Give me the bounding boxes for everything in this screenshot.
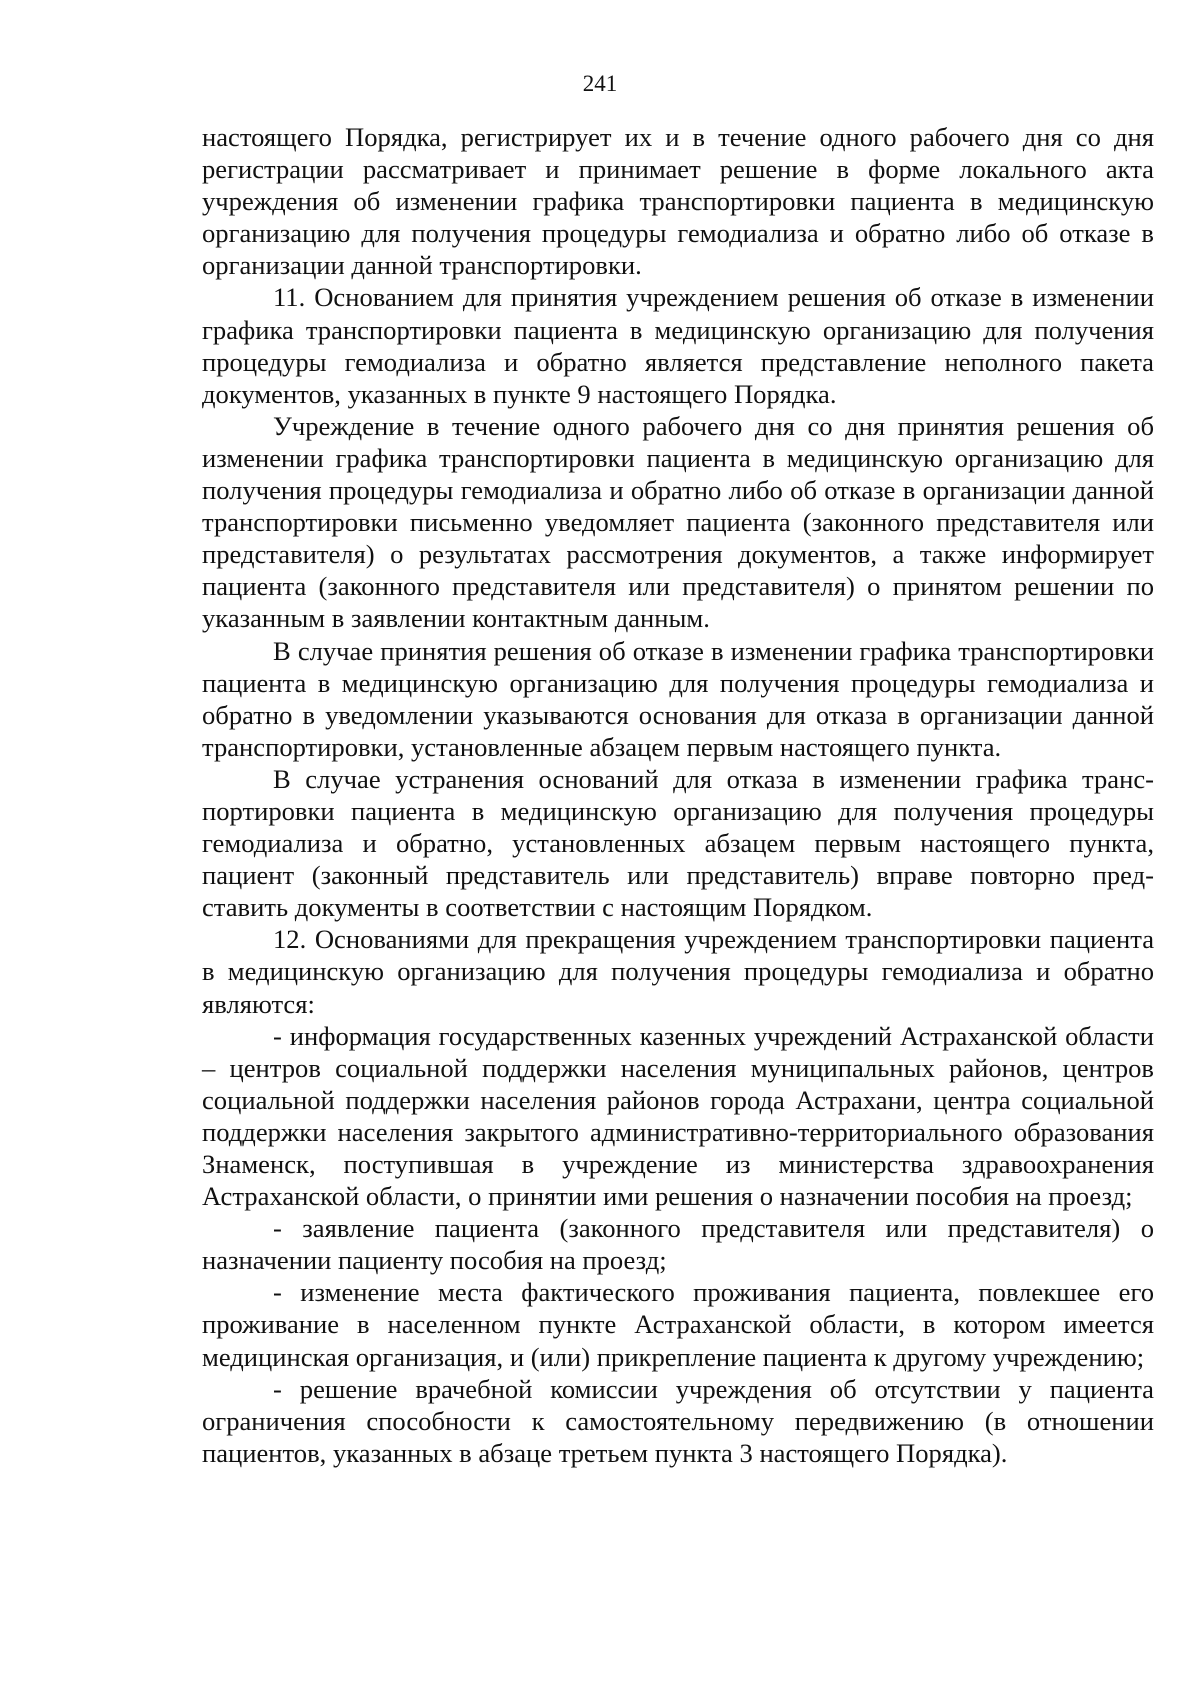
list-item-medical-commission: - решение врачебной комиссии учреждения об отсутствии у пациента ограничения способности к самостоятельному передвижению (в отношении пациентов, указанных в абзаце третьем пункта 3 настоящего Порядка). <box>202 1373 1154 1468</box>
page-number: 241 <box>582 71 618 96</box>
list-item-patient-application: - заявление пациента (законного представителя или представителя) о назначении пациенту пособия на проезд; <box>202 1213 1154 1276</box>
paragraph-item-11: 11. Основанием для принятия учреждением решения об отказе в изменении графика транспортировки пациента в медицинскую организацию для получения процедуры гемодиализа и обратно является представление неполного пакета документов, указанных в пункте 9 настоящего Порядка. <box>202 282 1154 409</box>
paragraph-continuation: настоящего Порядка, регистрирует их и в течение одного рабочего дня со дня регистрации рассматривает и принимает решение в форме локального акта учреждения об изменении графика транспортировки пациента в медицинскую организацию для получения процедуры гемодиализа и обратно либо об отказе в организации данной транспортировки. <box>202 122 1154 281</box>
paragraph-refusal-grounds: В случае принятия решения об отказе в изменении графика транспортировки пациента в медицинскую организацию для получения процедуры гемодиализа и обратно в уведомлении указываются основания для отказа в организации данной транспортировки, установленные абзацем первым настоящего пункта. <box>202 635 1154 762</box>
body-text <box>202 121 1154 1469</box>
list-item-residence-change: - изменение места фактического проживания пациента, повлекшее его проживание в населенном пункте Астраханской области, в котором имеется медицинская организация, и (или) прикрепление пациента к другому учреждению; <box>202 1277 1154 1372</box>
list-item-social-support-info: - информация государственных казенных учреждений Астраханской области – центров социальной поддержки населения муниципальных районов, центров социальной поддержки населения районов города Астрахани, центра социальной поддержки населения закрытого административно-территориального образования Знаменск, поступившая в учреждение из министерства здравоохранения Астраханской области, о принятии ими решения о назначении пособия на проезд; <box>202 1020 1154 1212</box>
paragraph-notification: Учреждение в течение одного рабочего дня со дня принятия решения об изменении графика транспортировки пациента в медицинскую организацию для получения процедуры гемодиализа и обратно либо об отказе в организации данной транспортировки письменно уведомляет пациента (законного представителя или представителя) о результатах рассмотрения документов, а также информирует пациента (законного представителя или представителя) о принятом решении по указанным в заявлении контактным данным. <box>202 410 1154 634</box>
paragraph-resubmission: В случае устранения оснований для отказа в изменении графика транспортировки пациента в медицинскую организацию для получения процедуры гемодиализа и обратно, установленных абзацем первым настоящего пункта, пациент (законный представитель или представитель) вправе повторно представить документы в соответствии с настоящим Порядком. <box>202 763 1154 923</box>
paragraph-item-12: 12. Основаниями для прекращения учреждением транспортировки пациента в медицинскую организацию для получения процедуры гемодиализа и обратно являются: <box>202 924 1154 1019</box>
